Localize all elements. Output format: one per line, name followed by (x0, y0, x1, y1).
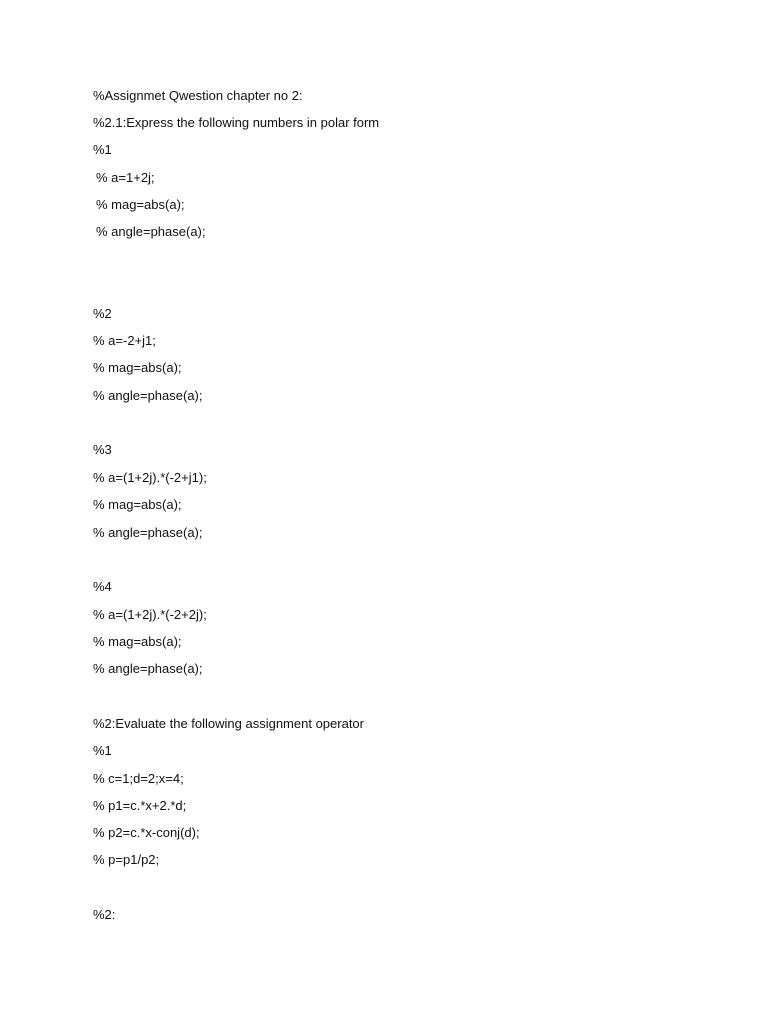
code-line: % mag=abs(a); (93, 360, 182, 375)
code-line: % mag=abs(a); (93, 497, 182, 512)
code-line: % angle=phase(a); (93, 388, 203, 403)
item-number: %3 (93, 442, 112, 457)
code-line: % p1=c.*x+2.*d; (93, 798, 187, 813)
document-title: %Assignmet Qwestion chapter no 2: (93, 88, 303, 103)
code-line: % a=-2+j1; (93, 333, 156, 348)
section-heading: %2: (93, 907, 116, 922)
code-line: % a=(1+2j).*(-2+2j); (93, 607, 207, 622)
code-line: % angle=phase(a); (96, 224, 206, 239)
code-line: % mag=abs(a); (96, 197, 185, 212)
item-number: %2 (93, 306, 112, 321)
code-line: % mag=abs(a); (93, 634, 182, 649)
code-line: % c=1;d=2;x=4; (93, 771, 184, 786)
code-line: % p=p1/p2; (93, 852, 160, 867)
code-line: % a=(1+2j).*(-2+j1); (93, 470, 207, 485)
item-number: %1 (93, 743, 112, 758)
section-heading: %2.1:Express the following numbers in polar form (93, 115, 380, 130)
item-number: %4 (93, 579, 112, 594)
code-line: % angle=phase(a); (93, 525, 203, 540)
code-line: % p2=c.*x-conj(d); (93, 825, 200, 840)
item-number: %1 (93, 142, 112, 157)
code-line: % angle=phase(a); (93, 661, 203, 676)
code-line: % a=1+2j; (96, 170, 155, 185)
section-heading: %2:Evaluate the following assignment operator (93, 716, 364, 731)
